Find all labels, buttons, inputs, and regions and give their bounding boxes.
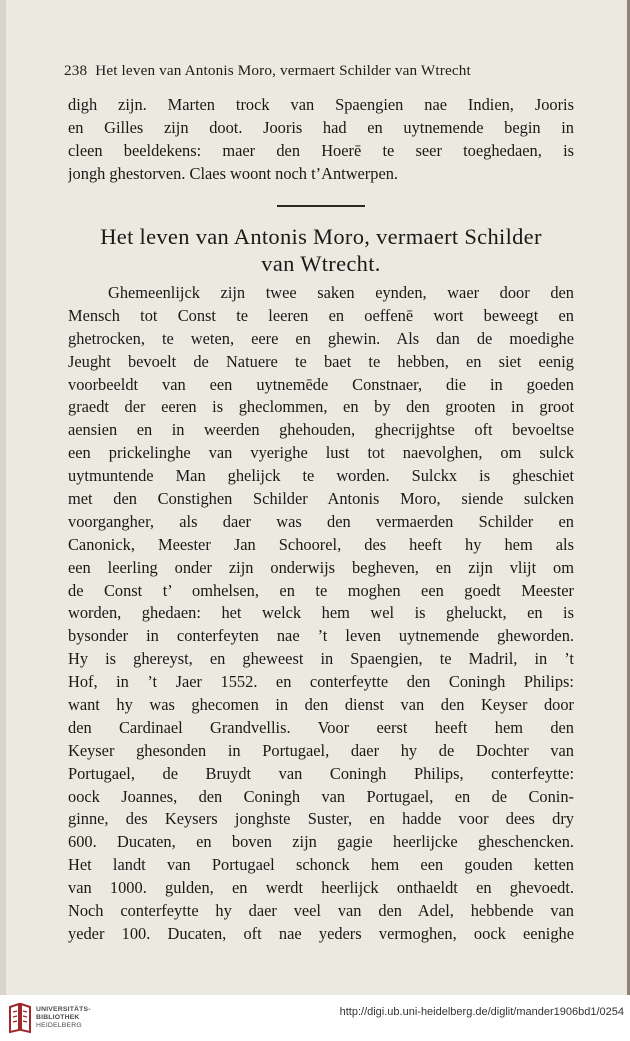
text-line: digh zijn. Marten trock van Spaengien nae Indien, Jooris (68, 95, 574, 114)
intro-paragraph (68, 94, 574, 186)
text-line: met den Constighen Schilder Antonis Moro, siende sulcken (68, 489, 574, 509)
text-line: een prickelinghe van vyerighe lust tot naevolghen, om sulck (68, 443, 574, 463)
body-paragraph (68, 282, 574, 946)
text-line: Noch conterfeytte hy daer veel van den Adel, hebbende van (68, 901, 574, 921)
permalink-url[interactable]: http://digi.ub.uni-heidelberg.de/diglit/mander1906bd1/0254 (339, 1006, 624, 1018)
running-head (64, 62, 564, 80)
text-line: want hy was ghecomen in den dienst van den Keyser door (68, 695, 574, 715)
text-line: voorbeeldt van een uytnemēde Constnaer, die in goeden (68, 374, 574, 394)
text-line: worden, ghedaen: het welck hem wel is gheluckt, en is (68, 603, 574, 623)
text-line: van 1000. gulden, en werdt heerlijck onthaeldt en ghevoedt. (68, 878, 574, 898)
text-line: Portugael, de Bruydt van Coningh Philips, conterfeytte: (68, 763, 574, 783)
text-line: Hof, in ’t Jaer 1552. en conterfeytte den Coningh Philips: (68, 672, 574, 692)
chapter-heading (46, 223, 596, 277)
running-head-title: Het leven van Antonis Moro, vermaert Schilder van Wtrecht (95, 62, 471, 79)
section-divider (277, 205, 365, 207)
page-number: 238 (64, 62, 88, 79)
text-line: een leerling onder zijn onderwijs begheven, en zijn vlijt om (68, 557, 574, 577)
chapter-heading-line-1: Het leven van Antonis Moro, vermaert Schilder (100, 224, 542, 249)
text-line: Canonick, Meester Jan Schoorel, des heeft hy hem als (68, 534, 574, 554)
text-line: cleen beeldekens: maer den Hoerē te seer toeghedaen, is (68, 140, 574, 160)
university-library-logo-icon (8, 1003, 32, 1033)
text-line: de Const t’ omhelsen, en te moghen een goedt Meester (68, 580, 574, 600)
text-line: den Cardinael Grandvellis. Voor eerst heeft hem den (68, 717, 574, 737)
text-line: Het landt van Portugael schonck hem een gouden ketten (68, 855, 574, 875)
text-line: jongh ghestorven. Claes woont noch t’Antwerpen. (68, 163, 399, 183)
text-line: 600. Ducaten, en boven zijn gagie heerlijcke gheschencken. (68, 832, 574, 852)
text-line: bysonder in conterfeyten nae ’t leven uytnemende gheworden. (68, 626, 574, 646)
text-line: yeder 100. Ducaten, oft nae yeders vermoghen, oock eenighe (68, 923, 574, 943)
university-library-name: UNIVERSITÄTS- BIBLIOTHEK HEIDELBERG (36, 1006, 91, 1029)
text-line: ginne, des Keysers jonghste Suster, en hadde voor dees dry (68, 809, 574, 829)
viewer-footer (0, 995, 630, 1041)
text-line: Ghemeenlijck zijn twee saken eynden, waer door den (108, 283, 574, 302)
text-line: uytmuntende Man ghelijck te worden. Sulckx is gheschiet (68, 466, 574, 486)
text-line: Mensch tot Const te leeren en oeffenē wort beweegt en (68, 305, 574, 325)
text-line: oock Joannes, den Coningh van Portugael, en de Conin- (68, 786, 574, 806)
text-line: aensien en in weerden ghehouden, ghecrijghtse oft bevoeltse (68, 420, 574, 440)
text-line: ghetrocken, te weten, eere en ghewin. Als dan de moedighe (68, 328, 574, 348)
text-line: Hy is ghereyst, en gheweest in Spaengien, te Madril, in ’t (68, 649, 574, 669)
text-line: Jeught bevoelt de Natuere te baet te hebben, en siet eenig (68, 351, 574, 371)
text-line: Keyser ghesonden in Portugael, daer hy de Dochter van (68, 740, 574, 760)
chapter-heading-line-2: van Wtrecht. (261, 251, 381, 276)
text-line: graedt der eeren is gheclommen, en by den grooten in groot (68, 397, 574, 417)
text-line: en Gilles zijn doot. Jooris had en uytnemende begin in (68, 117, 574, 137)
text-line: voorgangher, als daer was den vermaerden Schilder en (68, 511, 574, 531)
